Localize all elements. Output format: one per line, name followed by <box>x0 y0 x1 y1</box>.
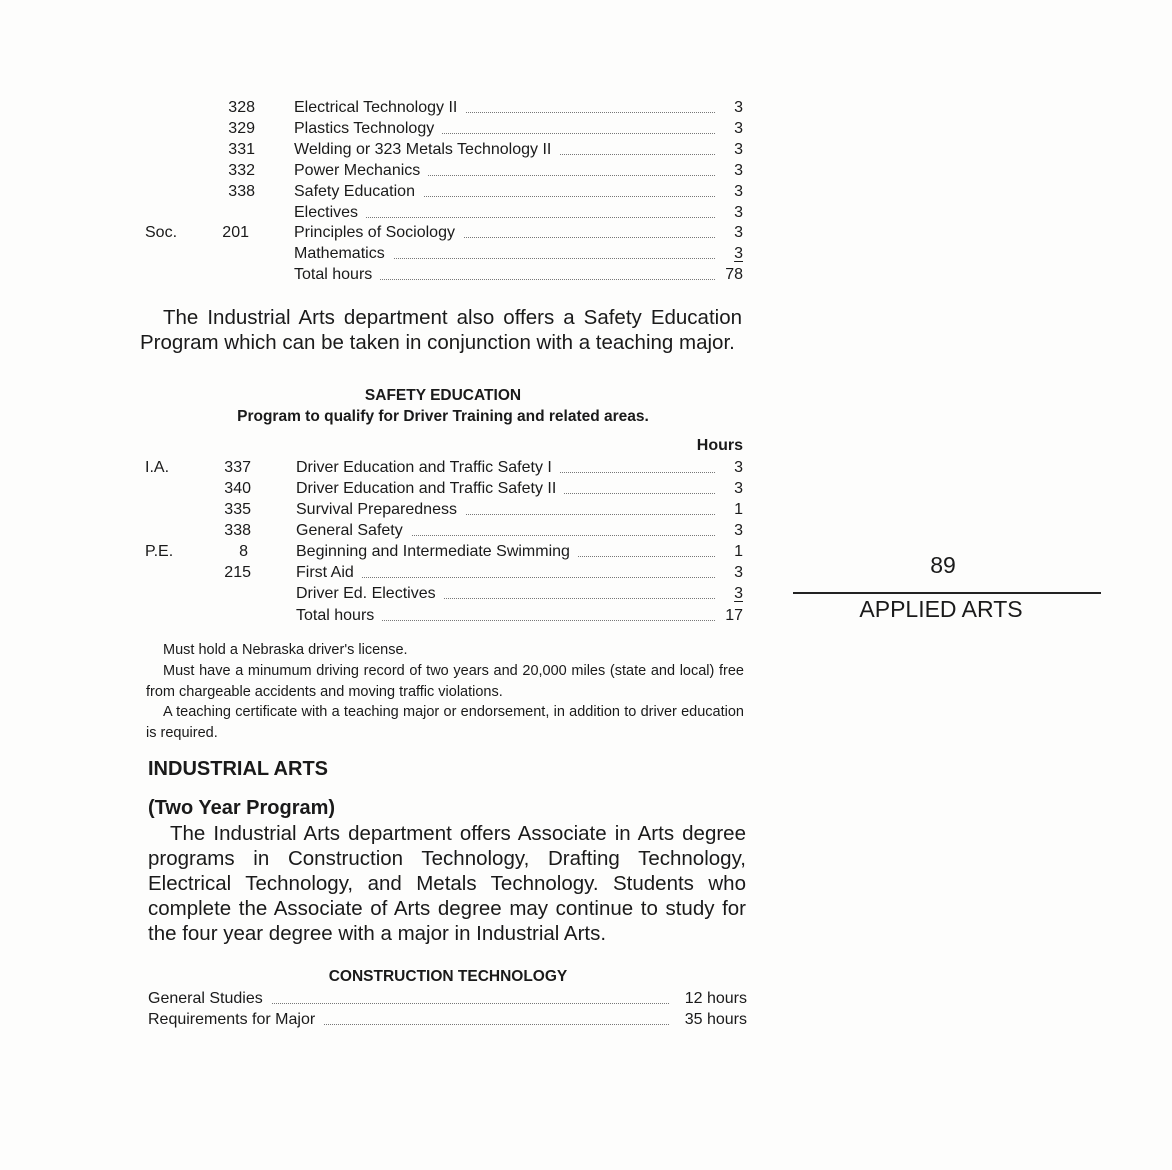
course-hours: 3 <box>734 564 743 581</box>
course-hours: 3 <box>734 141 743 158</box>
course-hours: 3 <box>734 459 743 476</box>
table-row <box>145 499 745 520</box>
table-row <box>145 562 745 583</box>
course-title: Welding or 323 Metals Technology II <box>294 139 559 160</box>
course-number: 329 <box>228 120 255 137</box>
total-label: Total hours <box>296 605 382 626</box>
department-code: Soc. <box>145 224 178 241</box>
table-row <box>145 118 745 139</box>
course-title: General Safety <box>296 520 411 541</box>
course-title: Electrical Technology II <box>294 97 465 118</box>
table-row <box>145 97 745 118</box>
course-hours: 3 <box>734 183 743 200</box>
course-title: First Aid <box>296 562 362 583</box>
table-row <box>145 541 745 562</box>
course-hours: 3 <box>734 245 743 262</box>
table-row <box>145 181 745 202</box>
course-hours: 3 <box>734 585 743 602</box>
course-title: Beginning and Intermediate Swimming <box>296 541 578 562</box>
table-row <box>145 139 745 160</box>
requirement-note: A teaching certificate with a teaching major or endorsement, in addition to driver education is required. <box>146 704 744 741</box>
table-row <box>145 222 745 243</box>
section-divider <box>793 592 1101 594</box>
section-title: APPLIED ARTS <box>859 596 1023 622</box>
course-hours: 3 <box>734 204 743 221</box>
requirement-hours: 12 hours <box>684 990 747 1007</box>
course-title: Mathematics <box>294 243 393 264</box>
section-heading-industrial-arts: INDUSTRIAL ARTS <box>148 758 328 780</box>
course-number: 338 <box>228 183 255 200</box>
course-number: 340 <box>224 480 251 497</box>
course-title: Power Mechanics <box>294 160 428 181</box>
department-code: I.A. <box>145 459 170 476</box>
table-row <box>148 988 747 1009</box>
table-row <box>145 243 745 264</box>
course-number: 8 <box>239 543 248 560</box>
section-subheading-two-year: (Two Year Program) <box>148 797 336 819</box>
course-hours: 3 <box>734 120 743 137</box>
course-title: Driver Education and Traffic Safety I <box>296 457 560 478</box>
course-number: 331 <box>228 141 255 158</box>
department-code: P.E. <box>145 543 174 560</box>
course-title: Driver Ed. Electives <box>296 583 444 604</box>
table-row-total <box>145 605 745 626</box>
course-hours: 3 <box>734 480 743 497</box>
requirement-note: Must hold a Nebraska driver's license. <box>163 642 408 658</box>
course-hours: 3 <box>734 224 743 241</box>
course-hours: 3 <box>734 522 743 539</box>
course-number: 335 <box>224 501 251 518</box>
table-row <box>145 160 745 181</box>
requirement-hours: 35 hours <box>684 1011 747 1028</box>
course-hours: 1 <box>734 543 743 560</box>
course-number: 338 <box>224 522 251 539</box>
course-hours: 3 <box>734 99 743 116</box>
requirement-title: Requirements for Major <box>148 1009 323 1030</box>
industrial-arts-paragraph: The Industrial Arts department offers Associate in Arts degree programs in Construction Technology, Drafting Technology, Electrical Technology, and Metals Technology. Students who complete the Associate of Arts degree may continue to study for the four year degree with a major in Industrial Arts. <box>148 822 746 945</box>
course-title: Survival Preparedness <box>296 499 465 520</box>
requirement-title: General Studies <box>148 988 271 1009</box>
table-row <box>145 202 745 223</box>
course-number: 337 <box>224 459 251 476</box>
requirement-note: Must have a minumum driving record of two years and 20,000 miles (state and local) free from chargeable accidents and moving traffic violations. <box>146 663 744 700</box>
table-row-total <box>145 264 745 285</box>
course-title: Safety Education <box>294 181 423 202</box>
course-number: 201 <box>222 224 249 241</box>
course-hours: 1 <box>734 501 743 518</box>
course-number: 328 <box>228 99 255 116</box>
course-title: Driver Education and Traffic Safety II <box>296 478 564 499</box>
table-row <box>145 457 745 478</box>
total-label: Total hours <box>294 264 380 285</box>
table-row <box>145 583 745 604</box>
course-title: Plastics Technology <box>294 118 442 139</box>
course-number: 332 <box>228 162 255 179</box>
table-row <box>148 1009 747 1030</box>
course-title: Principles of Sociology <box>294 222 463 243</box>
total-hours: 78 <box>725 266 743 283</box>
hours-column-label: Hours <box>696 437 743 454</box>
section-subheading-safety: Program to qualify for Driver Training and related areas. <box>237 408 649 425</box>
course-title: Electives <box>294 202 366 223</box>
total-hours: 17 <box>725 607 743 624</box>
table-row <box>145 520 745 541</box>
intro-paragraph: The Industrial Arts department also offers a Safety Education Program which can be taken in conjunction with a teaching major. <box>140 306 742 354</box>
course-hours: 3 <box>734 162 743 179</box>
page-number: 89 <box>930 552 956 578</box>
section-heading-safety: SAFETY EDUCATION <box>364 387 522 404</box>
table-row <box>145 478 745 499</box>
course-number: 215 <box>224 564 251 581</box>
section-heading-construction: CONSTRUCTION TECHNOLOGY <box>328 968 568 985</box>
